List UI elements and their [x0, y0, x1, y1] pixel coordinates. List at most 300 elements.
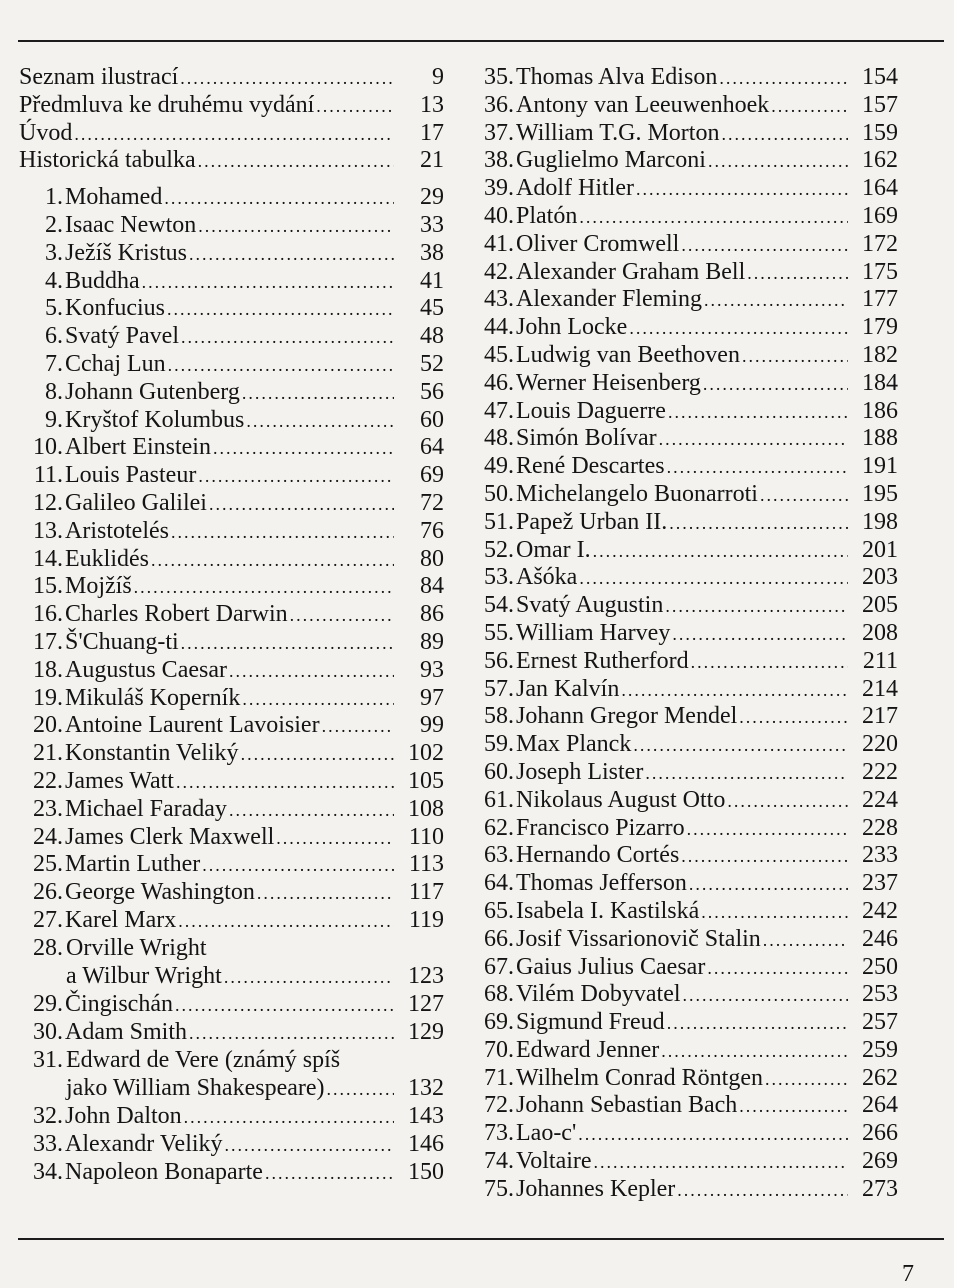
dot-leader	[246, 407, 394, 436]
entry-title: Johann Gregor Mendel	[516, 703, 738, 730]
entry-number: 48.	[484, 425, 514, 452]
dot-leader	[189, 240, 394, 269]
entry-number: 12.	[33, 489, 63, 516]
entry-title: Francisco Pizarro	[516, 814, 685, 841]
entry-title: James Watt	[65, 767, 174, 794]
entry-page: 205	[862, 592, 898, 619]
dot-leader	[224, 963, 394, 992]
toc-entry	[18, 991, 444, 1019]
dot-leader	[579, 564, 848, 593]
entry-page: 97	[420, 684, 444, 711]
entry-page: 172	[862, 230, 898, 257]
entry-number: 18.	[33, 656, 63, 683]
entry-title: Martin Luther	[65, 851, 201, 878]
toc-entry	[470, 648, 898, 676]
entry-page: 86	[420, 601, 444, 628]
entry-number: 61.	[484, 786, 514, 813]
toc-entry	[470, 842, 898, 870]
entry-number: 59.	[484, 731, 514, 758]
entry-page: 9	[432, 64, 444, 90]
toc-entry	[470, 787, 898, 815]
dot-leader	[719, 64, 848, 93]
entry-page: 29	[420, 184, 444, 211]
toc-entry	[470, 120, 898, 148]
entry-title: Kryštof Kolumbus	[65, 406, 245, 433]
entry-page: 201	[862, 536, 898, 563]
entry-title: Alexander Fleming	[516, 286, 702, 313]
chapter-list-left-b	[18, 991, 444, 1047]
entry-number: 46.	[484, 369, 514, 396]
dot-leader	[176, 768, 394, 797]
dot-leader	[765, 1065, 848, 1094]
entry-title: Antony van Leeuwenhoek	[516, 91, 770, 118]
entry-page: 269	[862, 1148, 898, 1175]
entry-title: Wilhelm Conrad Röntgen	[516, 1064, 763, 1091]
entry-title: Werner Heisenberg	[516, 369, 701, 396]
dot-leader	[134, 573, 394, 602]
toc-entry	[18, 268, 444, 296]
entry-page: 119	[408, 906, 444, 933]
toc-entry	[470, 592, 898, 620]
entry-title: Charles Robert Darwin	[65, 601, 288, 628]
entry-number: 30.	[33, 1019, 63, 1046]
dot-leader	[742, 342, 848, 371]
toc-entry	[18, 657, 444, 685]
dot-leader	[760, 481, 848, 510]
entry-page: 157	[862, 91, 898, 118]
entry-number: 19.	[33, 684, 63, 711]
entry-number: 63.	[484, 842, 514, 869]
entry-title: Johann Sebastian Bach	[516, 1092, 738, 1119]
toc-entry	[18, 685, 444, 713]
dot-leader	[178, 907, 394, 936]
entry-number: 4.	[45, 267, 63, 294]
toc-entry	[470, 815, 898, 843]
entry-title: Napoleon Bonaparte	[65, 1159, 263, 1186]
toc-entry	[470, 954, 898, 982]
entry-title: Aristotelés	[65, 517, 169, 544]
entry-title: René Descartes	[516, 453, 665, 480]
chapter-list-right	[470, 64, 898, 1204]
entry-page: 129	[408, 1019, 444, 1046]
dot-leader	[181, 629, 394, 658]
entry-page: 208	[862, 619, 898, 646]
entry-page: 259	[862, 1036, 898, 1063]
dot-leader	[667, 1009, 848, 1038]
toc-entry	[18, 935, 444, 992]
entry-title: William T.G. Morton	[516, 119, 720, 146]
entry-page: 175	[862, 258, 898, 285]
entry-page: 146	[408, 1131, 444, 1158]
entry-page: 264	[862, 1092, 898, 1119]
entry-number: 47.	[484, 397, 514, 424]
dot-leader	[151, 546, 394, 575]
toc-entry	[18, 184, 444, 212]
dot-leader	[739, 1092, 848, 1121]
toc-entry	[470, 1148, 898, 1176]
entry-page: 64	[420, 434, 444, 461]
entry-title-line2: a Wilbur Wright	[66, 962, 222, 989]
entry-title: Max Planck	[516, 731, 632, 758]
dot-leader	[633, 731, 848, 760]
toc-entry	[470, 147, 898, 175]
dot-leader	[290, 601, 394, 630]
toc-entry	[470, 676, 898, 704]
entry-title-line2: jako William Shakespeare)	[66, 1074, 325, 1101]
entry-number: 5.	[45, 295, 63, 322]
toc-entry	[18, 295, 444, 323]
entry-number: 60.	[484, 758, 514, 785]
dot-leader	[184, 1103, 394, 1132]
dot-leader	[636, 175, 848, 204]
dot-leader	[669, 509, 848, 538]
toc-entry	[18, 740, 444, 768]
entry-page: 262	[862, 1064, 898, 1091]
toc-entry	[18, 490, 444, 518]
entry-page: 191	[862, 453, 898, 480]
entry-page: 184	[862, 369, 898, 396]
entry-title: Isaac Newton	[65, 211, 197, 238]
entry-number: 13.	[33, 517, 63, 544]
entry-title: Lao-c'	[516, 1120, 577, 1147]
entry-page: 102	[408, 740, 444, 767]
entry-title: Josif Vissarionovič Stalin	[516, 925, 761, 952]
toc-entry	[18, 1019, 444, 1047]
toc-entry	[470, 453, 898, 481]
entry-number: 65.	[484, 897, 514, 924]
entry-title: Cchaj Lun	[65, 350, 166, 377]
toc-entry	[470, 898, 898, 926]
entry-number: 22.	[33, 767, 63, 794]
entry-number: 43.	[484, 286, 514, 313]
entry-title: Johannes Kepler	[516, 1175, 676, 1202]
toc-entry	[470, 425, 898, 453]
entry-page: 214	[862, 675, 898, 702]
dot-leader	[322, 712, 394, 741]
entry-number: 10.	[33, 434, 63, 461]
toc-entry	[18, 92, 444, 120]
entry-page: 76	[420, 517, 444, 544]
dot-leader	[667, 453, 848, 482]
entry-page: 56	[420, 378, 444, 405]
toc-entry	[18, 434, 444, 462]
entry-page: 41	[420, 267, 444, 294]
entry-number: 29.	[33, 991, 63, 1018]
entry-number: 75.	[484, 1175, 514, 1202]
entry-page: 220	[862, 731, 898, 758]
entry-page: 33	[420, 211, 444, 238]
dot-leader	[727, 787, 848, 816]
dot-leader	[142, 268, 394, 297]
entry-page: 195	[862, 480, 898, 507]
entry-page: 38	[420, 239, 444, 266]
entry-number: 8.	[45, 378, 63, 405]
entry-title: Platón	[516, 202, 578, 229]
entry-number: 73.	[484, 1120, 514, 1147]
dot-leader	[668, 398, 848, 427]
dot-leader	[74, 120, 394, 149]
entry-title: Ježíš Kristus	[65, 239, 187, 266]
dot-leader	[198, 147, 394, 176]
dot-leader	[167, 295, 394, 324]
entry-page: 21	[420, 147, 444, 174]
entry-page: 217	[862, 703, 898, 730]
entry-number: 28.	[33, 934, 63, 961]
entry-number: 2.	[45, 211, 63, 238]
entry-page: 84	[420, 573, 444, 600]
entry-page: 154	[862, 64, 898, 90]
dot-leader	[242, 685, 394, 714]
entry-number: 53.	[484, 564, 514, 591]
dot-leader	[209, 490, 394, 519]
toc-entry	[18, 1159, 444, 1187]
entry-page: 211	[862, 647, 898, 674]
dot-leader	[721, 120, 848, 149]
entry-page: 273	[862, 1175, 898, 1202]
dot-leader	[171, 518, 394, 547]
entry-title: Ludwig van Beethoven	[516, 341, 740, 368]
dot-leader	[708, 147, 848, 176]
entry-number: 17.	[33, 628, 63, 655]
entry-number: 16.	[33, 601, 63, 628]
entry-number: 11.	[33, 462, 63, 489]
entry-page: 72	[420, 489, 444, 516]
toc-entry	[470, 759, 898, 787]
entry-title: Voltaire	[516, 1148, 592, 1175]
entry-title: Oliver Cromwell	[516, 230, 680, 257]
toc-entry	[18, 120, 444, 148]
toc-entry	[18, 796, 444, 824]
entry-page: 257	[862, 1009, 898, 1036]
toc-right-column	[470, 64, 898, 1204]
entry-number: 52.	[484, 536, 514, 563]
dot-leader	[257, 879, 394, 908]
dot-leader	[579, 203, 848, 232]
toc-entry	[18, 601, 444, 629]
entry-title: Euklidés	[65, 545, 149, 572]
toc-entry	[18, 573, 444, 601]
entry-number: 6.	[45, 323, 63, 350]
dot-leader	[229, 657, 394, 686]
entry-title: Vilém Dobyvatel	[516, 981, 681, 1008]
entry-page: 48	[420, 323, 444, 350]
entry-page: 164	[862, 175, 898, 202]
entry-page: 250	[862, 953, 898, 980]
dot-leader	[593, 537, 848, 566]
entry-number: 51.	[484, 508, 514, 535]
entry-title: Louis Pasteur	[65, 462, 197, 489]
toc-entry	[18, 907, 444, 935]
entry-title: Papež Urban II.	[516, 508, 668, 535]
entry-page: 69	[420, 462, 444, 489]
entry-title: Edward Jenner	[516, 1036, 660, 1063]
entry-number: 54.	[484, 592, 514, 619]
entry-title: Simón Bolívar	[516, 425, 657, 452]
dot-leader	[242, 379, 394, 408]
entry-title: Ašóka	[516, 564, 578, 591]
dot-leader	[265, 1159, 394, 1188]
entry-title: Mohamed	[65, 184, 163, 211]
toc-entry	[18, 629, 444, 657]
entry-number: 27.	[33, 906, 63, 933]
toc-entry	[470, 231, 898, 259]
entry-page: 105	[408, 767, 444, 794]
entry-page: 13	[420, 91, 444, 118]
entry-number: 40.	[484, 202, 514, 229]
toc-entry	[18, 1103, 444, 1131]
entry-page: 224	[862, 786, 898, 813]
entry-title: Svatý Augustin	[516, 592, 664, 619]
entry-number: 67.	[484, 953, 514, 980]
dot-leader	[645, 759, 848, 788]
entry-title: James Clerk Maxwell	[65, 823, 275, 850]
dot-leader	[707, 954, 848, 983]
toc-entry	[18, 351, 444, 379]
entry-title: Mikuláš Koperník	[65, 684, 241, 711]
entry-title: Buddha	[65, 267, 140, 294]
entry-title: Adolf Hitler	[516, 175, 634, 202]
entry-number: 62.	[484, 814, 514, 841]
entry-number: 25.	[33, 851, 63, 878]
dot-leader	[665, 592, 848, 621]
entry-number: 33.	[33, 1131, 63, 1158]
dot-leader	[168, 351, 394, 380]
toc-entry	[18, 240, 444, 268]
toc-entry	[470, 259, 898, 287]
entry-title: Hernando Cortés	[516, 842, 680, 869]
entry-number: 68.	[484, 981, 514, 1008]
bottom-rule	[18, 1238, 944, 1240]
entry-number: 57.	[484, 675, 514, 702]
entry-page: 60	[420, 406, 444, 433]
dot-leader	[703, 370, 848, 399]
toc-entry	[470, 731, 898, 759]
dot-leader	[181, 323, 394, 352]
dot-leader	[763, 926, 848, 955]
entry-page: 89	[420, 628, 444, 655]
entry-page: 159	[862, 119, 898, 146]
dot-leader	[661, 1037, 848, 1066]
entry-page: 246	[862, 925, 898, 952]
entry-number: 26.	[33, 879, 63, 906]
toc-entry	[470, 342, 898, 370]
toc-entry	[18, 462, 444, 490]
toc-entry	[470, 481, 898, 509]
toc-entry	[18, 407, 444, 435]
entry-title: William Harvey	[516, 619, 671, 646]
entry-title: Historická tabulka	[19, 147, 196, 174]
entry-number: 74.	[484, 1148, 514, 1175]
entry-number: 70.	[484, 1036, 514, 1063]
dot-leader	[578, 1120, 848, 1149]
entry-title: Svatý Pavel	[65, 323, 179, 350]
entry-page: 117	[408, 879, 444, 906]
entry-title: Konfucius	[65, 295, 165, 322]
dot-leader	[202, 851, 394, 880]
toc-entry	[18, 147, 444, 175]
toc-entry	[470, 1120, 898, 1148]
dot-leader	[739, 703, 848, 732]
toc-entry	[18, 64, 444, 92]
toc-left-column	[18, 64, 444, 1187]
entry-title: Michael Faraday	[65, 795, 227, 822]
entry-title: Adam Smith	[65, 1019, 188, 1046]
dot-leader	[681, 842, 848, 871]
entry-page: 228	[862, 814, 898, 841]
entry-title: Mojžíš	[65, 573, 132, 600]
entry-title: Karel Marx	[65, 906, 177, 933]
entry-title: Isabela I. Kastilská	[516, 897, 700, 924]
entry-page: 99	[420, 712, 444, 739]
entry-title: Gaius Julius Caesar	[516, 953, 706, 980]
toc-entry	[18, 879, 444, 907]
entry-number: 20.	[33, 712, 63, 739]
dot-leader	[327, 1075, 394, 1104]
toc-entry	[18, 323, 444, 351]
entry-title: Guglielmo Marconi	[516, 147, 706, 174]
entry-title: Johann Gutenberg	[65, 378, 240, 405]
toc-entry	[470, 1009, 898, 1037]
entry-number: 36.	[484, 91, 514, 118]
front-matter-list	[18, 64, 444, 175]
entry-number: 42.	[484, 258, 514, 285]
entry-number: 56.	[484, 647, 514, 674]
dot-leader	[180, 64, 394, 93]
dot-leader	[677, 1176, 848, 1205]
toc-entry	[470, 314, 898, 342]
entry-page: 113	[408, 851, 444, 878]
entry-page: 222	[862, 758, 898, 785]
entry-number: 32.	[33, 1103, 63, 1130]
toc-entry	[470, 370, 898, 398]
toc-entry	[18, 212, 444, 240]
entry-number: 9.	[45, 406, 63, 433]
entry-title: Alexander Graham Bell	[516, 258, 746, 285]
toc-entry	[470, 926, 898, 954]
entry-page: 143	[408, 1103, 444, 1130]
entry-title: Joseph Lister	[516, 758, 644, 785]
toc-entry	[470, 537, 898, 565]
toc-entry	[18, 768, 444, 796]
toc-entry	[18, 546, 444, 574]
entry-number: 34.	[33, 1159, 63, 1186]
dot-leader	[276, 824, 394, 853]
toc-entry	[470, 620, 898, 648]
entry-title: Jan Kalvín	[516, 675, 620, 702]
dot-leader	[771, 92, 848, 121]
entry-page: 198	[862, 508, 898, 535]
entry-title: Antoine Laurent Lavoisier	[65, 712, 320, 739]
entry-page: 110	[408, 823, 444, 850]
entry-number: 72.	[484, 1092, 514, 1119]
entry-number: 15.	[33, 573, 63, 600]
entry-title: Thomas Jefferson	[516, 870, 687, 897]
dot-leader	[659, 425, 848, 454]
entry-title: Nikolaus August Otto	[516, 786, 726, 813]
entry-number: 35.	[484, 64, 514, 90]
entry-page: 203	[862, 564, 898, 591]
dot-leader	[213, 434, 394, 463]
entry-number: 37.	[484, 119, 514, 146]
dot-leader	[704, 286, 848, 315]
entry-number: 69.	[484, 1009, 514, 1036]
entry-page: 93	[420, 656, 444, 683]
entry-title: Předmluva ke druhému vydání	[19, 91, 315, 118]
toc-entry	[470, 1092, 898, 1120]
toc-entry	[470, 870, 898, 898]
toc-entry	[470, 1176, 898, 1204]
toc-entry	[470, 1037, 898, 1065]
